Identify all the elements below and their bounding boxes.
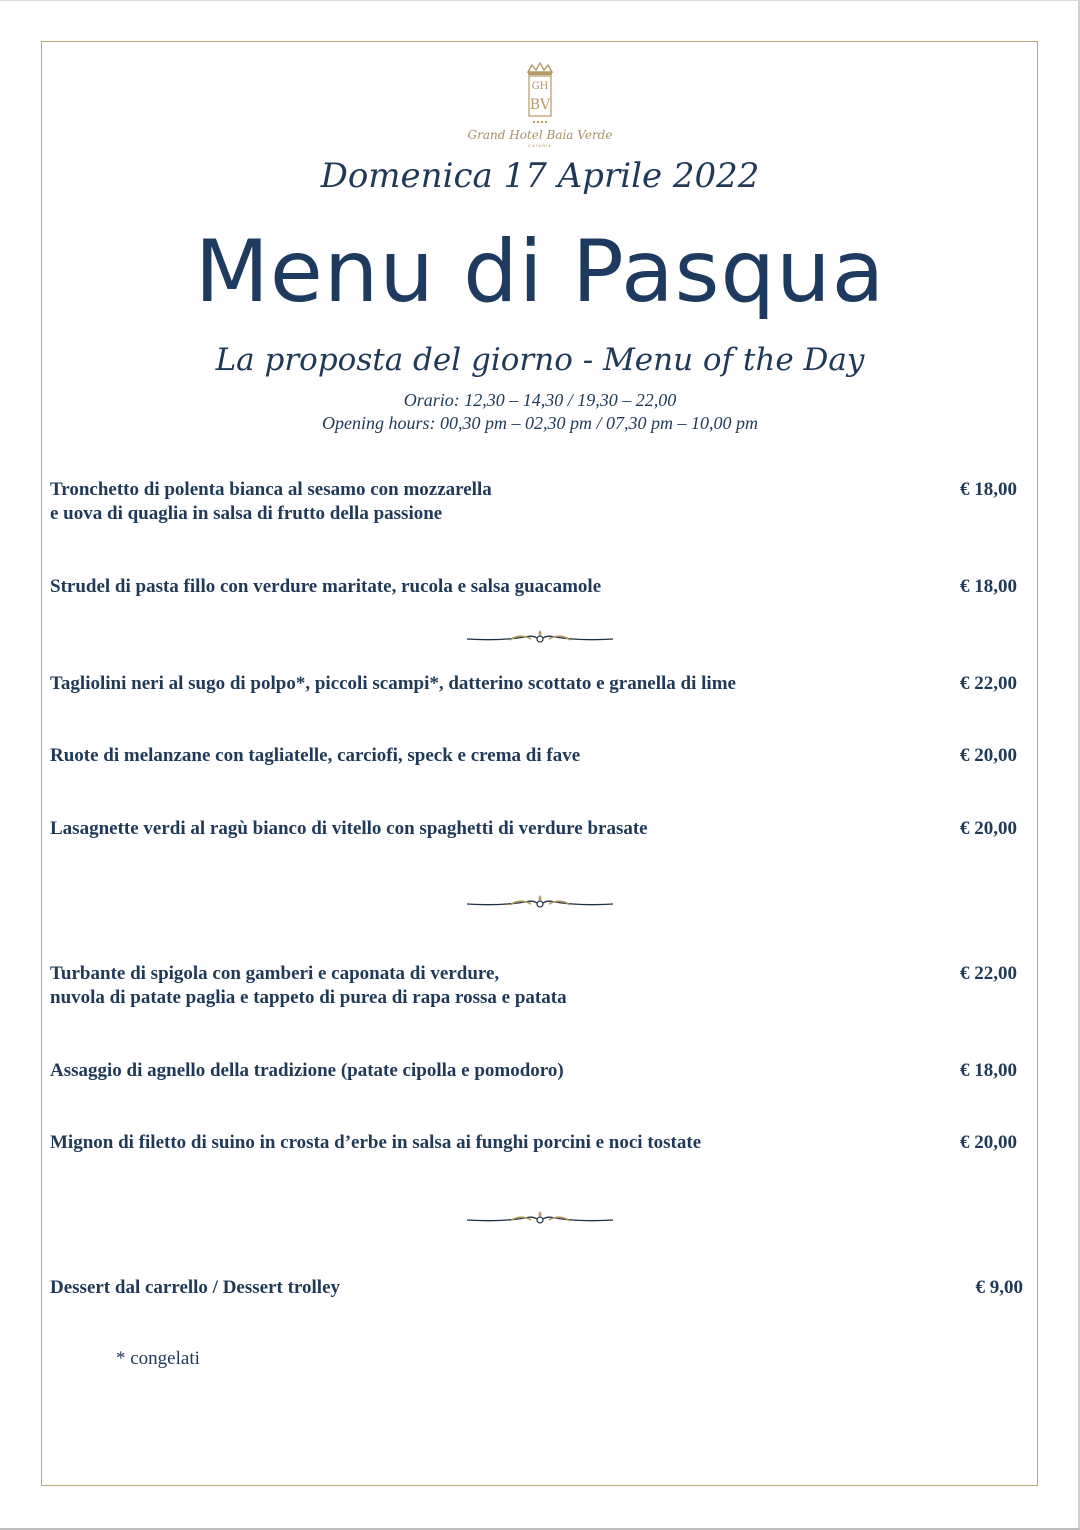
menu-item-price: € 22,00 [960,963,1017,984]
menu-item-dish [50,672,920,696]
dish-line: Ruote di melanzane con tagliatelle, carciofi, speck e crema di fave [50,745,581,766]
hotel-logo [455,62,625,158]
ornament-divider-icon [465,627,615,647]
menu-item-dish [50,962,920,1010]
menu-item-price: € 22,00 [960,673,1017,694]
menu-item-dish [50,1276,920,1300]
page-subtitle: La proposta del giorno - Menu of the Day [215,342,865,378]
dish-line: Tronchetto di polenta bianca al sesamo con mozzarella [50,479,492,500]
page-title: Menu di Pasqua [194,222,886,322]
dish-line: nuvola di patate paglia e tappeto di purea di rapa rossa e patata [50,987,567,1008]
dish-line: Tagliolini neri al sugo di polpo*, piccoli scampi*, datterino scottato e granella di lime [50,673,736,694]
svg-text:GH: GH [531,81,549,92]
logo-city: CATANIA [528,143,552,148]
dish-line: Strudel di pasta fillo con verdure maritate, rucola e salsa guacamole [50,576,602,597]
menu-item-dish [50,1059,920,1083]
menu-item-price: € 9,00 [975,1277,1023,1298]
dish-line: Turbante di spigola con gamberi e caponata di verdure, [50,963,500,984]
menu-item-price: € 20,00 [960,818,1017,839]
menu-item-price: € 18,00 [960,576,1017,597]
dish-line: Dessert dal carrello / Dessert trolley [50,1277,341,1298]
menu-item-dish [50,744,920,768]
ornament-divider-icon [465,892,615,912]
ornament-divider-icon [465,1208,615,1228]
opening-hours-italian: Orario: 12,30 – 14,30 / 19,30 – 22,00 [403,390,677,410]
menu-item-price: € 20,00 [960,1132,1017,1153]
hotel-logo-icon [520,62,560,126]
menu-item-dish [50,1131,920,1155]
dish-line: Lasagnette verdi al ragù bianco di vitello con spaghetti di verdure brasate [50,818,648,839]
menu-date: Domenica 17 Aprile 2022 [320,156,760,196]
menu-item-dish [50,817,920,841]
menu-item-dish [50,575,920,599]
logo-hotel-name: Grand Hotel Baia Verde [467,128,613,142]
dish-line: Mignon di filetto di suino in crosta d’erbe in salsa ai funghi porcini e noci tostate [50,1132,702,1153]
menu-item-price: € 20,00 [960,745,1017,766]
menu-item-price: € 18,00 [960,479,1017,500]
menu-item-dish [50,478,920,526]
menu-item-price: € 18,00 [960,1060,1017,1081]
svg-text:BV: BV [529,97,551,113]
dish-line: Assaggio di agnello della tradizione (patate cipolla e pomodoro) [50,1060,564,1081]
footnote: * congelati [116,1348,200,1369]
dish-line: e uova di quaglia in salsa di frutto della passione [50,503,443,524]
opening-hours-english: Opening hours: 00,30 pm – 02,30 pm / 07,30 pm – 10,00 pm [322,413,758,433]
